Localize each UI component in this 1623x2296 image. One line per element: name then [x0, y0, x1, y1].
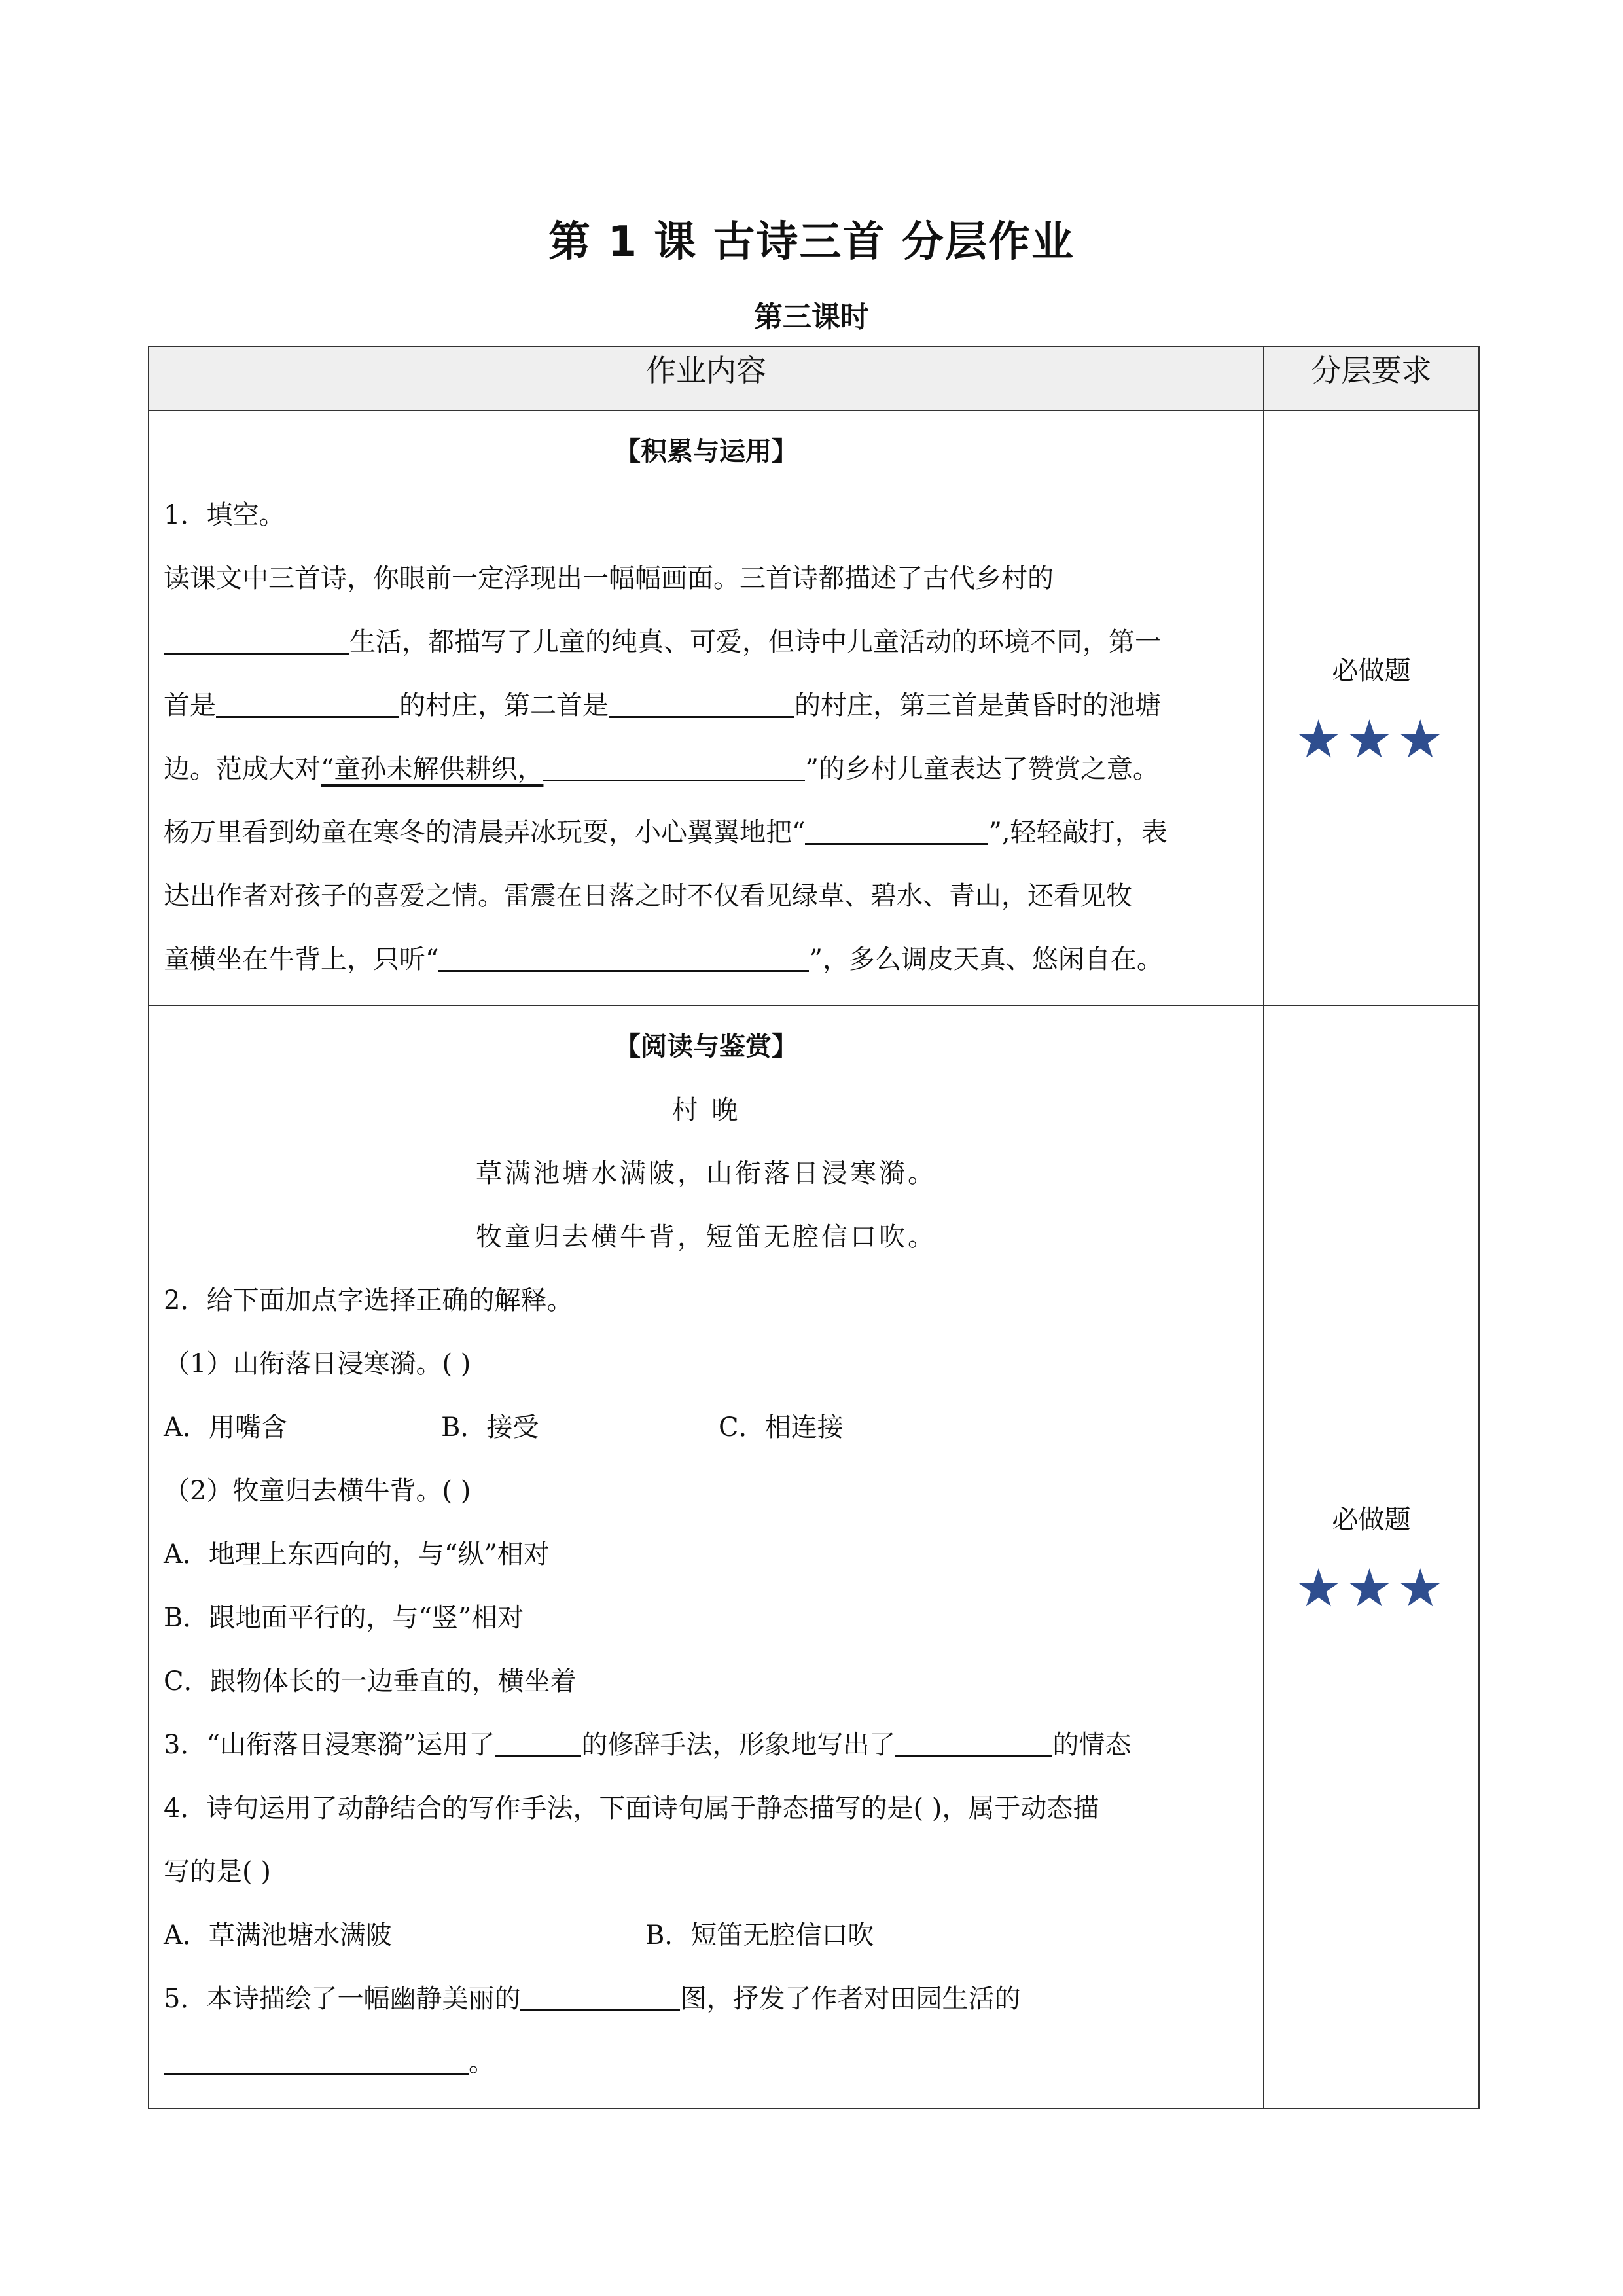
text-fragment: 边。范成大对 — [164, 754, 321, 784]
text-line: 达出作者对孩子的喜爱之情。雷震在日落之时不仅看见绿草、碧水、青山，还看见牧 — [164, 881, 1132, 911]
header-level: 分层要求 — [1264, 346, 1479, 410]
answer-blank[interactable] — [164, 621, 349, 655]
text-fragment: 童横坐在牛背上，只听“ — [164, 944, 439, 975]
section-accumulation-row — [149, 410, 1479, 1005]
text-line — [164, 611, 1249, 674]
answer-blank[interactable] — [495, 1724, 581, 1757]
text-fragment: ”，多么调皮天真、悠闲自在。 — [809, 944, 1163, 975]
section-heading: 【阅读与鉴赏】 — [615, 1031, 798, 1062]
option-b[interactable]: B．跟地面平行的，与“竖”相对 — [164, 1603, 524, 1633]
answer-blank[interactable] — [520, 1978, 680, 2011]
homework-table — [148, 346, 1480, 2109]
question-2-1: （1）山衔落日浸寒漪。( ) — [164, 1349, 471, 1379]
option-a[interactable]: A．草满池塘水满陂 — [164, 1920, 392, 1950]
answer-blank[interactable] — [438, 939, 809, 972]
underlined-quote: “童孙未解供耕织， — [321, 754, 544, 784]
poem-line: 草满池塘水满陂，山衔落日浸寒漪。 — [476, 1158, 936, 1189]
text-fragment: ”,轻轻敲打，表 — [988, 817, 1168, 848]
text-line: 读课文中三首诗，你眼前一定浮现出一幅幅画面。三首诗都描述了古代乡村的 — [164, 564, 1054, 594]
section-accumulation-level — [1264, 410, 1479, 1005]
answer-blank[interactable] — [609, 685, 794, 718]
answer-blank[interactable] — [805, 812, 988, 845]
text-fragment: 的修辞手法，形象地写出了 — [581, 1730, 896, 1760]
option-b[interactable]: B．接受 — [441, 1412, 539, 1443]
text-fragment: 图，抒发了作者对田园生活的 — [680, 1984, 1021, 2014]
answer-blank[interactable] — [543, 748, 805, 781]
section-reading-row — [149, 1005, 1479, 2108]
header-content: 作业内容 — [149, 346, 1264, 410]
text-line — [164, 674, 1249, 738]
answer-blank[interactable] — [164, 2041, 469, 2075]
option-c[interactable]: C．相连接 — [719, 1412, 844, 1443]
text-line — [164, 801, 1249, 865]
text-fragment: 的情态 — [1052, 1730, 1132, 1760]
text-fragment: 首是 — [164, 691, 216, 721]
text-fragment: 的村庄，第二首是 — [399, 691, 609, 721]
text-fragment: 生活，都描写了儿童的纯真、可爱，但诗中儿童活动的环境不同，第一 — [349, 627, 1161, 657]
options-row — [164, 1396, 1249, 1460]
text-line — [164, 738, 1249, 801]
star-rating-icon: ★★★ — [1294, 709, 1448, 770]
question-2-2: （2）牧童归去横牛背。( ) — [164, 1476, 471, 1506]
text-fragment: 。 — [469, 2047, 495, 2077]
text-fragment: 5．本诗描绘了一幅幽静美丽的 — [164, 1984, 521, 2014]
question-2: 2．给下面加点字选择正确的解释。 — [164, 1285, 573, 1316]
text-line — [164, 928, 1249, 992]
question-label: 1．填空。 — [164, 500, 285, 530]
question-5-cont — [164, 2031, 1249, 2094]
question-4-cont: 写的是( ) — [164, 1857, 271, 1887]
option-c[interactable]: C．跟物体长的一边垂直的，横坐着 — [164, 1666, 577, 1696]
star-rating-icon: ★★★ — [1294, 1558, 1448, 1619]
text-fragment: 的村庄，第三首是黄昏时的池塘 — [794, 691, 1161, 721]
option-a[interactable]: A．地理上东西向的，与“纵”相对 — [164, 1539, 550, 1570]
answer-blank[interactable] — [216, 685, 399, 718]
text-fragment: ”的乡村儿童表达了赞赏之意。 — [805, 754, 1159, 784]
table-header-row — [149, 346, 1479, 410]
section-reading-content — [149, 1005, 1264, 2108]
page-subtitle: 第三课时 — [754, 300, 869, 334]
level-label: 必做题 — [1332, 1505, 1411, 1535]
question-5 — [164, 1967, 1249, 2031]
text-fragment: 杨万里看到幼童在寒冬的清晨弄冰玩耍，小心翼翼地把“ — [164, 817, 806, 848]
question-4: 4．诗句运用了动静结合的写作手法，下面诗句属于静态描写的是( )，属于动态描 — [164, 1793, 1099, 1823]
section-accumulation-content — [149, 410, 1264, 1005]
text-fragment: 3．“山衔落日浸寒漪”运用了 — [164, 1730, 495, 1760]
poem-title: 村 晚 — [671, 1095, 741, 1125]
question-3 — [164, 1713, 1249, 1777]
poem-line: 牧童归去横牛背，短笛无腔信口吹。 — [476, 1222, 936, 1252]
section-heading: 【积累与运用】 — [615, 437, 798, 467]
section-reading-level — [1264, 1005, 1479, 2108]
page-title: 第 1 课 古诗三首 分层作业 — [548, 218, 1075, 266]
option-a[interactable]: A．用嘴含 — [164, 1412, 287, 1443]
answer-blank[interactable] — [895, 1724, 1052, 1757]
option-b[interactable]: B．短笛无腔信口吹 — [645, 1920, 874, 1950]
options-row — [164, 1904, 1249, 1967]
level-label: 必做题 — [1332, 656, 1411, 686]
